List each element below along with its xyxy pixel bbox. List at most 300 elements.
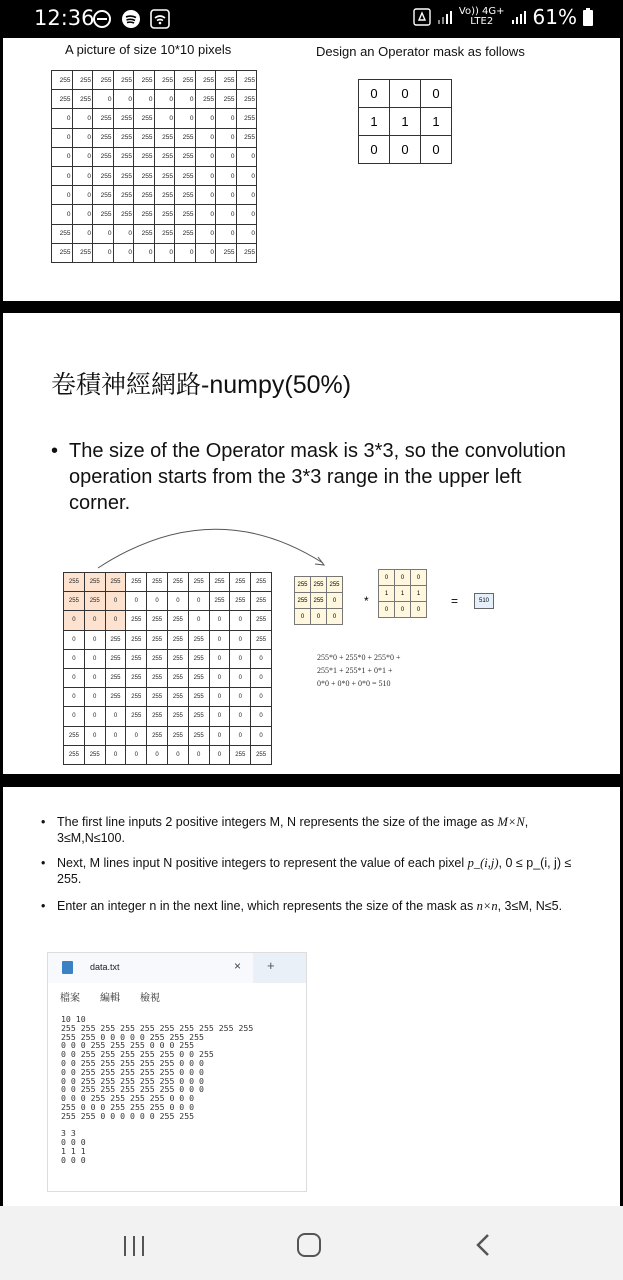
pixel-image-table [51, 70, 257, 263]
image-pixel-cell: 255 [93, 71, 114, 90]
image-pixel-cell: 255 [195, 71, 216, 90]
patch-value-row [295, 593, 343, 609]
conv-pixel-cell: 255 [251, 611, 272, 630]
image-pixel-cell: 0 [134, 243, 155, 262]
conv-pixel-cell: 0 [64, 707, 85, 726]
image-pixel-cell: 0 [113, 224, 134, 243]
conv-pixel-cell: 0 [105, 611, 126, 630]
mask-small-value-cell: 0 [379, 570, 395, 586]
conv-pixel-cell: 255 [147, 573, 168, 592]
conv-pixel-cell: 255 [251, 573, 272, 592]
conv-pixel-cell: 0 [188, 611, 209, 630]
image-pixel-cell: 255 [72, 243, 93, 262]
conv-pixel-cell: 255 [147, 688, 168, 707]
menu-file[interactable]: 檔案 [60, 993, 80, 1004]
conv-pixel-cell: 0 [84, 611, 105, 630]
image-pixel-cell: 0 [216, 109, 237, 128]
conv-pixel-cell: 255 [167, 611, 188, 630]
image-pixel-cell: 255 [72, 71, 93, 90]
image-pixel-cell: 0 [236, 224, 257, 243]
notepad-tab[interactable] [48, 953, 253, 983]
image-pixel-cell: 255 [236, 243, 257, 262]
image-pixel-cell: 0 [195, 224, 216, 243]
conv-pixel-cell: 255 [64, 745, 85, 764]
image-pixel-cell: 0 [72, 224, 93, 243]
slide-input-format [3, 787, 620, 1206]
mask-value-cell: 0 [359, 80, 390, 108]
image-pixel-cell: 0 [216, 186, 237, 205]
mask-small-value-cell: 1 [395, 586, 411, 602]
conv-pixel-cell: 255 [167, 649, 188, 668]
image-pixel-cell: 255 [236, 71, 257, 90]
image-pixel-cell: 255 [154, 205, 175, 224]
mask-small-value-cell: 0 [411, 602, 427, 618]
image-pixel-cell: 0 [52, 128, 73, 147]
conv-pixel-cell: 0 [147, 745, 168, 764]
conv-pixel-cell: 255 [230, 745, 251, 764]
conv-pixel-cell: 0 [251, 726, 272, 745]
patch-value-cell: 0 [327, 593, 343, 609]
image-pixel-cell: 255 [93, 166, 114, 185]
conv-pixel-cell: 255 [147, 649, 168, 668]
mask-small-value-cell: 0 [411, 570, 427, 586]
conv-pixel-cell: 255 [188, 668, 209, 687]
conv-pixel-cell: 0 [84, 707, 105, 726]
image-pixel-cell: 0 [134, 90, 155, 109]
mask-value-cell: 0 [421, 80, 452, 108]
conv-pixel-cell: 0 [167, 592, 188, 611]
patch-value-cell: 255 [311, 593, 327, 609]
image-pixel-cell: 0 [72, 186, 93, 205]
bullet-mask-line: • Enter an integer n in the next line, which represents the size of the mask as n×n, 3≤M, N≤5. [41, 899, 563, 913]
file-icon [62, 961, 73, 974]
image-pixel-cell: 0 [72, 109, 93, 128]
mask-value-cell: 1 [421, 108, 452, 136]
conv-pixel-cell: 255 [251, 592, 272, 611]
image-patch-table [294, 576, 343, 625]
image-pixel-cell: 255 [134, 71, 155, 90]
notepad-window [47, 952, 307, 1192]
conv-pixel-cell: 255 [147, 668, 168, 687]
mask-value-cell: 0 [390, 80, 421, 108]
new-tab-button[interactable]: + [267, 958, 275, 973]
conv-pixel-cell: 0 [84, 630, 105, 649]
conv-pixel-cell: 255 [251, 745, 272, 764]
image-pixel-cell: 255 [175, 147, 196, 166]
patch-value-cell: 255 [311, 577, 327, 593]
image-pixel-cell: 255 [154, 71, 175, 90]
conv-pixel-cell: 255 [167, 573, 188, 592]
image-pixel-cell: 255 [175, 128, 196, 147]
image-pixel-cell: 255 [154, 166, 175, 185]
conv-pixel-row [64, 707, 272, 726]
image-pixel-row [52, 205, 257, 224]
status-bar [0, 0, 623, 38]
image-pixel-cell: 255 [134, 205, 155, 224]
conv-pixel-row [64, 668, 272, 687]
conv-pixel-row [64, 688, 272, 707]
conv-pixel-cell: 0 [64, 630, 85, 649]
conv-pixel-cell: 255 [188, 726, 209, 745]
image-pixel-cell: 0 [195, 128, 216, 147]
conv-pixel-cell: 0 [105, 726, 126, 745]
image-pixel-cell: 255 [93, 128, 114, 147]
conv-pixel-row [64, 573, 272, 592]
image-pixel-cell: 255 [154, 147, 175, 166]
mask-value-row [359, 108, 452, 136]
signal-icon-2 [511, 9, 527, 25]
recent-apps-button[interactable] [124, 1236, 146, 1256]
conv-pixel-cell: 255 [126, 573, 147, 592]
spotify-icon [121, 9, 141, 29]
image-pixel-cell: 0 [175, 90, 196, 109]
result-cell: 510 [474, 593, 494, 609]
back-button[interactable] [472, 1233, 496, 1257]
conv-pixel-cell: 0 [251, 668, 272, 687]
mask-small-value-row [379, 602, 427, 618]
image-pixel-cell: 255 [134, 224, 155, 243]
image-pixel-cell: 255 [52, 243, 73, 262]
mask-small-value-cell: 1 [379, 586, 395, 602]
bullet-pixel-lines: • Next, M lines input N positive integers to represent the value of each pixel p_(i,j), 0 ≤ p_(i, j) ≤ 255. [41, 856, 572, 886]
conv-pixel-cell: 0 [251, 688, 272, 707]
conv-pixel-row [64, 726, 272, 745]
conv-pixel-cell: 0 [209, 649, 230, 668]
image-pixel-cell: 255 [113, 166, 134, 185]
patch-value-cell: 0 [311, 609, 327, 625]
conv-pixel-cell: 255 [126, 649, 147, 668]
conv-pixel-cell: 0 [167, 745, 188, 764]
conv-pixel-cell: 0 [209, 707, 230, 726]
image-pixel-cell: 255 [175, 224, 196, 243]
image-pixel-cell: 255 [52, 224, 73, 243]
conv-pixel-cell: 255 [147, 726, 168, 745]
conv-pixel-cell: 255 [167, 630, 188, 649]
conv-pixel-cell: 255 [188, 573, 209, 592]
image-pixel-cell: 0 [154, 243, 175, 262]
image-pixel-cell: 0 [72, 147, 93, 166]
bullet-mask-size: • The size of the Operator mask is 3*3, so the convolution operation starts from the 3*3 range in the upper left corner. [51, 440, 566, 514]
image-pixel-cell: 0 [175, 109, 196, 128]
patch-value-cell: 0 [295, 609, 311, 625]
arrow-curve [63, 513, 333, 573]
image-pixel-cell: 255 [52, 90, 73, 109]
conv-pixel-cell: 0 [84, 726, 105, 745]
conv-pixel-cell: 0 [230, 688, 251, 707]
image-pixel-cell: 255 [93, 147, 114, 166]
image-pixel-cell: 255 [175, 186, 196, 205]
conv-pixel-cell: 0 [188, 592, 209, 611]
conv-pixel-cell: 255 [188, 688, 209, 707]
patch-value-cell: 0 [327, 609, 343, 625]
conv-pixel-cell: 0 [188, 745, 209, 764]
navigation-bar [0, 1206, 623, 1280]
conv-pixel-cell: 255 [126, 668, 147, 687]
conv-pixel-cell: 0 [230, 668, 251, 687]
signal-icon [437, 9, 453, 25]
image-pixel-row [52, 243, 257, 262]
conv-pixel-cell: 255 [105, 649, 126, 668]
home-button[interactable] [297, 1233, 321, 1257]
mask-value-cell: 1 [390, 108, 421, 136]
image-pixel-cell: 0 [72, 205, 93, 224]
conv-pixel-cell: 0 [209, 630, 230, 649]
image-pixel-cell: 0 [216, 128, 237, 147]
image-pixel-cell: 255 [113, 109, 134, 128]
conv-pixel-row [64, 649, 272, 668]
image-pixel-cell: 255 [195, 90, 216, 109]
mask-table-small [378, 569, 427, 618]
mask-small-value-cell: 0 [379, 602, 395, 618]
status-time: 12:36 [34, 6, 95, 30]
image-pixel-cell: 0 [195, 109, 216, 128]
mask-small-value-cell: 1 [411, 586, 427, 602]
image-pixel-cell: 0 [52, 205, 73, 224]
image-pixel-cell: 255 [236, 90, 257, 109]
conv-pixel-cell: 255 [188, 707, 209, 726]
image-pixel-cell: 255 [134, 147, 155, 166]
image-pixel-cell: 255 [175, 166, 196, 185]
wifi-icon [150, 9, 170, 29]
image-pixel-cell: 255 [93, 205, 114, 224]
conv-pixel-cell: 0 [230, 611, 251, 630]
conv-pixel-cell: 255 [209, 592, 230, 611]
equals-sign: = [451, 594, 459, 608]
image-pixel-cell: 0 [216, 224, 237, 243]
image-pixel-cell: 0 [216, 147, 237, 166]
recycle-icon [413, 8, 431, 26]
conv-pixel-cell: 0 [251, 649, 272, 668]
conv-pixel-cell: 255 [167, 726, 188, 745]
conv-pixel-cell: 255 [126, 611, 147, 630]
image-pixel-cell: 255 [154, 224, 175, 243]
mask-value-row [359, 136, 452, 164]
notepad-tabbar [48, 953, 306, 983]
slide-image-and-mask [3, 38, 620, 301]
battery-icon [583, 8, 593, 26]
conv-pixel-cell: 255 [147, 630, 168, 649]
mask-caption: Design an Operator mask as follows [316, 44, 525, 59]
conv-pixel-cell: 0 [209, 688, 230, 707]
patch-value-row [295, 577, 343, 593]
conv-pixel-cell: 255 [126, 707, 147, 726]
image-pixel-cell: 0 [236, 147, 257, 166]
image-pixel-cell: 255 [175, 205, 196, 224]
conv-pixel-cell: 0 [126, 592, 147, 611]
image-pixel-cell: 255 [154, 128, 175, 147]
image-pixel-cell: 0 [93, 90, 114, 109]
status-right [413, 5, 593, 29]
conv-pixel-cell: 255 [188, 649, 209, 668]
conv-pixel-row [64, 745, 272, 764]
conv-pixel-cell: 0 [105, 592, 126, 611]
conv-pixel-row [64, 611, 272, 630]
image-pixel-cell: 0 [52, 109, 73, 128]
image-caption: A picture of size 10*10 pixels [65, 42, 232, 57]
image-pixel-row [52, 71, 257, 90]
conv-pixel-cell: 0 [209, 668, 230, 687]
patch-value-row [295, 609, 343, 625]
bullet-first-line: • The first line inputs 2 positive integers M, N represents the size of the image as M×N, 3≤M,N≤100. [41, 815, 529, 845]
conv-pixel-cell: 0 [230, 649, 251, 668]
image-pixel-cell: 0 [72, 166, 93, 185]
conv-pixel-cell: 0 [64, 668, 85, 687]
conv-pixel-cell: 0 [126, 726, 147, 745]
conv-pixel-cell: 255 [105, 688, 126, 707]
conv-pixel-cell: 0 [84, 649, 105, 668]
conv-pixel-row [64, 592, 272, 611]
slide-convolution-step [3, 313, 620, 774]
conv-pixel-cell: 0 [84, 668, 105, 687]
slide-title: 卷積神經網路-numpy(50%) [51, 371, 352, 399]
conv-pixel-cell: 255 [251, 630, 272, 649]
image-pixel-cell: 255 [134, 109, 155, 128]
image-pixel-cell: 0 [216, 205, 237, 224]
conv-pixel-cell: 255 [84, 745, 105, 764]
patch-value-cell: 255 [295, 593, 311, 609]
patch-value-cell: 255 [327, 577, 343, 593]
notepad-content[interactable]: 10 10 255 255 255 255 255 255 255 255 255 255 255 255 0 0 0 0 0 255 255 255 0 0 0 255 255 255 0 0 0 255 0 0 255 255 255 255 255 0 0 255 0 0 255 255 255 255 255 0 0 0 0 0 255 255 255 255 255 0 0 0 0 0 255 255 255 255 255 0 0 0 0 0 255 255 255 255 255 0 0 0 0 0 0 255 255 255 255 0 0 0 255 0 0 0 255 255 255 0 0 0 255 255 0 0 0 0 0 0 255 255 3 3 0 0 0 1 1 1 0 0 0 [61, 1014, 254, 1165]
conv-pixel-row [64, 630, 272, 649]
image-pixel-cell: 255 [113, 71, 134, 90]
conv-pixel-cell: 0 [209, 745, 230, 764]
conv-pixel-cell: 255 [105, 668, 126, 687]
image-pixel-cell: 255 [236, 128, 257, 147]
mask-value-cell: 0 [421, 136, 452, 164]
conv-pixel-cell: 255 [167, 668, 188, 687]
conv-pixel-cell: 0 [251, 707, 272, 726]
image-pixel-row [52, 147, 257, 166]
image-pixel-row [52, 224, 257, 243]
image-pixel-cell: 255 [175, 71, 196, 90]
menu-edit[interactable]: 編輯 [100, 993, 120, 1004]
patch-value-cell: 255 [295, 577, 311, 593]
image-pixel-cell: 255 [236, 109, 257, 128]
conv-pixel-cell: 255 [167, 707, 188, 726]
conv-pixel-cell: 255 [105, 630, 126, 649]
image-pixel-cell: 255 [216, 90, 237, 109]
image-pixel-cell: 0 [52, 166, 73, 185]
image-pixel-cell: 0 [113, 243, 134, 262]
image-pixel-cell: 0 [113, 90, 134, 109]
conv-pixel-cell: 0 [126, 745, 147, 764]
close-tab-button[interactable]: × [234, 959, 242, 973]
image-pixel-row [52, 90, 257, 109]
conv-pixel-cell: 0 [64, 611, 85, 630]
image-pixel-cell: 0 [154, 109, 175, 128]
conv-pixel-cell: 0 [230, 726, 251, 745]
conv-pixel-cell: 255 [126, 688, 147, 707]
conv-pixel-cell: 255 [147, 707, 168, 726]
conv-pixel-cell: 0 [64, 688, 85, 707]
image-pixel-cell: 255 [113, 147, 134, 166]
image-pixel-cell: 0 [93, 243, 114, 262]
mask-value-cell: 0 [359, 136, 390, 164]
image-pixel-cell: 0 [236, 205, 257, 224]
image-pixel-cell: 255 [134, 186, 155, 205]
image-pixel-cell: 255 [52, 71, 73, 90]
conv-pixel-cell: 255 [230, 592, 251, 611]
battery-level: 61% [532, 5, 577, 29]
conv-pixel-cell: 255 [167, 688, 188, 707]
image-pixel-cell: 255 [113, 186, 134, 205]
conv-pixel-cell: 255 [105, 573, 126, 592]
image-pixel-cell: 255 [216, 243, 237, 262]
conv-pixel-cell: 0 [209, 726, 230, 745]
conv-pixel-cell: 0 [84, 688, 105, 707]
tab-filename: data.txt [90, 962, 120, 972]
conv-pixel-cell: 255 [84, 592, 105, 611]
mask-small-value-cell: 0 [395, 570, 411, 586]
mask-small-value-cell: 0 [395, 602, 411, 618]
image-pixel-cell: 255 [134, 128, 155, 147]
conv-pixel-cell: 255 [209, 573, 230, 592]
conv-pixel-cell: 0 [209, 611, 230, 630]
mask-small-value-row [379, 586, 427, 602]
image-pixel-cell: 255 [216, 71, 237, 90]
multiply-sign: * [364, 594, 369, 608]
convolution-image-table [63, 572, 272, 765]
conv-pixel-cell: 0 [230, 707, 251, 726]
conv-pixel-cell: 255 [147, 611, 168, 630]
image-pixel-row [52, 186, 257, 205]
formula: 255*0 + 255*0 + 255*0 + 255*1 + 255*1 + 0*1 + 0*0 + 0*0 + 0*0 = 510 [317, 653, 401, 688]
notepad-menu [60, 989, 160, 1004]
mask-value-cell: 1 [359, 108, 390, 136]
image-pixel-cell: 255 [72, 90, 93, 109]
conv-pixel-cell: 255 [64, 726, 85, 745]
image-pixel-row [52, 166, 257, 185]
conv-pixel-cell: 0 [105, 707, 126, 726]
mask-value-row [359, 80, 452, 108]
image-pixel-cell: 0 [195, 186, 216, 205]
conv-pixel-cell: 0 [105, 745, 126, 764]
menu-view[interactable]: 檢視 [140, 993, 160, 1004]
image-pixel-row [52, 128, 257, 147]
conv-pixel-cell: 0 [147, 592, 168, 611]
mask-value-cell: 0 [390, 136, 421, 164]
conv-pixel-cell: 255 [188, 630, 209, 649]
image-pixel-cell: 255 [93, 186, 114, 205]
image-pixel-cell: 0 [52, 147, 73, 166]
image-pixel-cell: 0 [216, 166, 237, 185]
conv-pixel-cell: 255 [64, 573, 85, 592]
image-pixel-cell: 0 [236, 186, 257, 205]
conv-pixel-cell: 0 [230, 630, 251, 649]
image-pixel-cell: 0 [195, 147, 216, 166]
image-pixel-cell: 255 [113, 205, 134, 224]
operator-mask-table [358, 79, 452, 164]
image-pixel-cell: 0 [93, 224, 114, 243]
image-pixel-cell: 255 [113, 128, 134, 147]
image-pixel-row [52, 109, 257, 128]
image-pixel-cell: 0 [52, 186, 73, 205]
image-pixel-cell: 255 [93, 109, 114, 128]
image-pixel-cell: 0 [72, 128, 93, 147]
image-pixel-cell: 255 [154, 186, 175, 205]
conv-pixel-cell: 0 [64, 649, 85, 668]
image-pixel-cell: 255 [134, 166, 155, 185]
image-pixel-cell: 0 [195, 205, 216, 224]
image-pixel-cell: 0 [195, 166, 216, 185]
network-label: Vo)) 4G+ LTE2 [458, 6, 505, 27]
image-pixel-cell: 0 [175, 243, 196, 262]
image-pixel-cell: 0 [195, 243, 216, 262]
conv-pixel-cell: 255 [126, 630, 147, 649]
mask-small-value-row [379, 570, 427, 586]
image-pixel-cell: 0 [236, 166, 257, 185]
conv-pixel-cell: 255 [84, 573, 105, 592]
